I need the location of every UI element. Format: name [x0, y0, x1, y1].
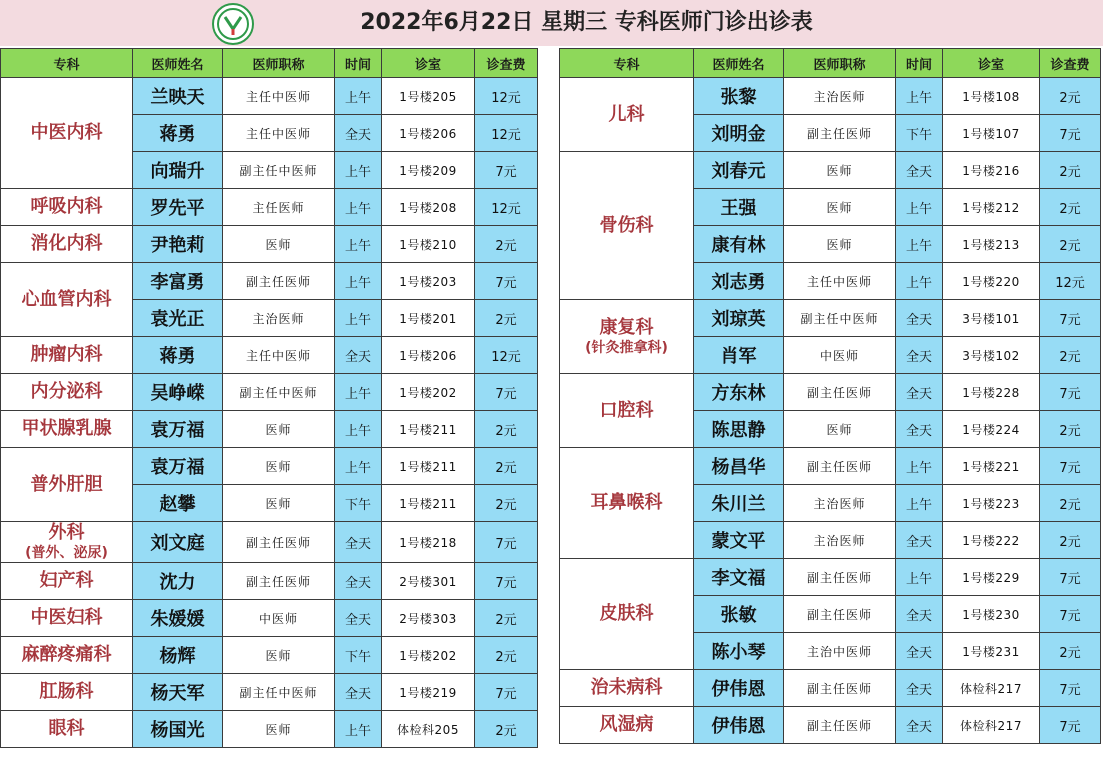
header-specialty: 专科 — [560, 49, 694, 78]
clinic-room: 1号楼108 — [943, 78, 1040, 115]
doctor-title: 副主任中医师 — [223, 374, 335, 411]
clinic-room: 1号楼203 — [382, 263, 475, 300]
doctor-name: 赵攀 — [133, 485, 223, 522]
clinic-room: 1号楼201 — [382, 300, 475, 337]
consult-fee: 7元 — [475, 263, 538, 300]
clinic-time: 全天 — [335, 337, 382, 374]
doctor-title: 医师 — [784, 152, 896, 189]
clinic-room: 体检科205 — [382, 711, 475, 748]
doctor-title: 副主任医师 — [223, 263, 335, 300]
doctor-name: 王强 — [694, 189, 784, 226]
header-doctor-name: 医师姓名 — [694, 49, 784, 78]
clinic-time: 上午 — [896, 226, 943, 263]
clinic-room: 1号楼210 — [382, 226, 475, 263]
clinic-time: 全天 — [896, 633, 943, 670]
consult-fee: 2元 — [1040, 78, 1101, 115]
clinic-room: 1号楼219 — [382, 674, 475, 711]
clinic-time: 下午 — [335, 637, 382, 674]
doctor-title: 医师 — [223, 711, 335, 748]
clinic-time: 下午 — [335, 485, 382, 522]
doctor-name: 李富勇 — [133, 263, 223, 300]
consult-fee: 2元 — [475, 411, 538, 448]
specialty-subtitle: (普外、泌尿) — [25, 545, 108, 561]
consult-fee: 7元 — [1040, 559, 1101, 596]
specialty-cell — [1, 637, 133, 674]
consult-fee: 2元 — [1040, 522, 1101, 559]
doctor-title: 医师 — [784, 226, 896, 263]
clinic-time: 全天 — [896, 670, 943, 707]
header-specialty: 专科 — [1, 49, 133, 78]
clinic-time: 上午 — [335, 448, 382, 485]
doctor-title: 主任中医师 — [223, 115, 335, 152]
specialty-cell — [1, 226, 133, 263]
clinic-room: 1号楼209 — [382, 152, 475, 189]
clinic-time: 全天 — [335, 674, 382, 711]
consult-fee: 2元 — [475, 485, 538, 522]
doctor-title: 副主任医师 — [784, 374, 896, 411]
doctor-name: 方东林 — [694, 374, 784, 411]
header-doctor-title: 医师职称 — [223, 49, 335, 78]
table-row — [1, 226, 538, 263]
clinic-room: 1号楼220 — [943, 263, 1040, 300]
table-row — [1, 674, 538, 711]
clinic-time: 全天 — [896, 522, 943, 559]
doctor-title: 医师 — [223, 637, 335, 674]
consult-fee: 2元 — [475, 600, 538, 637]
specialty-name: 消化内科 — [30, 233, 103, 254]
clinic-time: 全天 — [896, 707, 943, 744]
specialty-name: 心血管内科 — [21, 288, 112, 310]
clinic-room: 1号楼211 — [382, 485, 475, 522]
specialty-cell — [1, 563, 133, 600]
consult-fee: 2元 — [1040, 337, 1101, 374]
specialty-cell — [560, 78, 694, 152]
specialty-cell — [560, 300, 694, 374]
header-room: 诊室 — [943, 49, 1040, 78]
doctor-name: 杨国光 — [133, 711, 223, 748]
table-row — [560, 559, 1101, 596]
clinic-room: 1号楼211 — [382, 448, 475, 485]
consult-fee: 2元 — [1040, 152, 1101, 189]
clinic-time: 全天 — [335, 522, 382, 563]
doctor-name: 张敏 — [694, 596, 784, 633]
doctor-title: 主治医师 — [784, 522, 896, 559]
clinic-time: 全天 — [896, 411, 943, 448]
doctor-name: 张黎 — [694, 78, 784, 115]
consult-fee: 2元 — [1040, 485, 1101, 522]
doctor-title: 医师 — [223, 226, 335, 263]
specialty-cell — [560, 448, 694, 559]
schedule-table-right — [559, 48, 1101, 744]
doctor-title: 主任医师 — [223, 189, 335, 226]
table-row — [1, 563, 538, 600]
specialty-name: 肿瘤内科 — [30, 344, 103, 365]
doctor-name: 吴峥嵘 — [133, 374, 223, 411]
doctor-name: 刘明金 — [694, 115, 784, 152]
consult-fee: 2元 — [1040, 189, 1101, 226]
table-row — [560, 670, 1101, 707]
table-header-row — [560, 49, 1101, 78]
doctor-name: 陈小琴 — [694, 633, 784, 670]
doctor-title: 副主任医师 — [784, 707, 896, 744]
clinic-room: 3号楼101 — [943, 300, 1040, 337]
doctor-title: 医师 — [223, 411, 335, 448]
clinic-time: 上午 — [896, 559, 943, 596]
table-row — [1, 78, 538, 115]
clinic-room: 1号楼202 — [382, 637, 475, 674]
table-row — [1, 448, 538, 485]
clinic-time: 上午 — [335, 374, 382, 411]
table-row — [1, 411, 538, 448]
clinic-time: 上午 — [335, 300, 382, 337]
doctor-title: 副主任医师 — [784, 596, 896, 633]
clinic-room: 3号楼102 — [943, 337, 1040, 374]
specialty-name: 普外肝胆 — [30, 473, 103, 495]
doctor-name: 刘志勇 — [694, 263, 784, 300]
consult-fee: 12元 — [475, 115, 538, 152]
clinic-room: 1号楼229 — [943, 559, 1040, 596]
table-row — [1, 374, 538, 411]
table-row — [1, 263, 538, 300]
table-row — [1, 189, 538, 226]
clinic-time: 全天 — [896, 374, 943, 411]
doctor-name: 朱媛媛 — [133, 600, 223, 637]
doctor-name: 袁万福 — [133, 448, 223, 485]
doctor-name: 兰映天 — [133, 78, 223, 115]
consult-fee: 7元 — [1040, 300, 1101, 337]
doctor-name: 朱川兰 — [694, 485, 784, 522]
consult-fee: 7元 — [1040, 670, 1101, 707]
clinic-time: 全天 — [335, 600, 382, 637]
clinic-room: 1号楼230 — [943, 596, 1040, 633]
consult-fee: 12元 — [1040, 263, 1101, 300]
page-title: 2022年6月22日 星期三 专科医师门诊出诊表 — [360, 10, 813, 35]
doctor-title: 副主任医师 — [223, 563, 335, 600]
doctor-name: 陈思静 — [694, 411, 784, 448]
doctor-name: 袁光正 — [133, 300, 223, 337]
clinic-time: 上午 — [335, 263, 382, 300]
doctor-title: 医师 — [223, 485, 335, 522]
clinic-time: 全天 — [335, 115, 382, 152]
doctor-title: 副主任中医师 — [223, 674, 335, 711]
doctor-name: 刘琼英 — [694, 300, 784, 337]
header-time: 时间 — [335, 49, 382, 78]
table-row — [560, 152, 1101, 189]
doctor-title: 副主任医师 — [784, 670, 896, 707]
specialty-cell — [1, 263, 133, 337]
clinic-room: 1号楼205 — [382, 78, 475, 115]
clinic-time: 上午 — [335, 189, 382, 226]
table-row — [1, 337, 538, 374]
specialty-name: 妇产科 — [39, 570, 94, 591]
clinic-time: 下午 — [896, 115, 943, 152]
clinic-time: 上午 — [896, 485, 943, 522]
clinic-time: 上午 — [335, 152, 382, 189]
doctor-title: 主治医师 — [223, 300, 335, 337]
clinic-room: 1号楼206 — [382, 337, 475, 374]
specialty-cell — [1, 600, 133, 637]
clinic-time: 上午 — [896, 189, 943, 226]
table-row — [560, 78, 1101, 115]
doctor-title: 副主任中医师 — [223, 152, 335, 189]
clinic-time: 上午 — [335, 411, 382, 448]
clinic-room: 体检科217 — [943, 670, 1040, 707]
specialty-cell — [1, 337, 133, 374]
specialty-cell — [1, 374, 133, 411]
consult-fee: 2元 — [1040, 633, 1101, 670]
clinic-time: 全天 — [896, 152, 943, 189]
table-header-row — [1, 49, 538, 78]
table-row — [1, 522, 538, 563]
doctor-name: 蒋勇 — [133, 115, 223, 152]
doctor-name: 刘春元 — [694, 152, 784, 189]
consult-fee: 7元 — [1040, 374, 1101, 411]
clinic-room: 1号楼212 — [943, 189, 1040, 226]
doctor-title: 副主任医师 — [784, 559, 896, 596]
clinic-room: 1号楼223 — [943, 485, 1040, 522]
specialty-name: 康复科 — [599, 316, 654, 338]
doctor-name: 伊伟恩 — [694, 670, 784, 707]
specialty-name: 皮肤科 — [599, 603, 654, 624]
specialty-cell — [560, 670, 694, 707]
consult-fee: 7元 — [475, 374, 538, 411]
clinic-time: 上午 — [335, 226, 382, 263]
doctor-name: 刘文庭 — [133, 522, 223, 563]
doctor-title: 主治中医师 — [784, 633, 896, 670]
specialty-cell — [560, 152, 694, 300]
doctor-title: 主任中医师 — [784, 263, 896, 300]
clinic-room: 1号楼221 — [943, 448, 1040, 485]
consult-fee: 12元 — [475, 337, 538, 374]
specialty-name: 风湿病 — [599, 714, 654, 735]
specialty-name: 眼科 — [48, 718, 85, 739]
specialty-name: 儿科 — [608, 103, 645, 125]
table-row — [1, 637, 538, 674]
doctor-name: 伊伟恩 — [694, 707, 784, 744]
doctor-name: 肖军 — [694, 337, 784, 374]
specialty-subtitle: (针灸推拿科) — [585, 339, 668, 356]
specialty-name: 中医妇科 — [30, 607, 103, 628]
specialty-name: 肛肠科 — [39, 681, 94, 702]
clinic-room: 1号楼231 — [943, 633, 1040, 670]
specialty-cell — [1, 189, 133, 226]
doctor-name: 康有林 — [694, 226, 784, 263]
doctor-name: 蒙文平 — [694, 522, 784, 559]
table-row — [560, 707, 1101, 744]
specialty-name: 麻醉疼痛科 — [21, 644, 112, 665]
clinic-room: 1号楼202 — [382, 374, 475, 411]
table-row — [1, 600, 538, 637]
clinic-room: 1号楼206 — [382, 115, 475, 152]
doctor-title: 医师 — [784, 411, 896, 448]
consult-fee: 7元 — [1040, 448, 1101, 485]
clinic-room: 2号楼301 — [382, 563, 475, 600]
clinic-time: 上午 — [335, 711, 382, 748]
table-row — [560, 448, 1101, 485]
clinic-time: 上午 — [896, 78, 943, 115]
specialty-name: 骨伤科 — [599, 214, 654, 236]
title-banner — [0, 0, 1103, 46]
table-row — [560, 374, 1101, 411]
consult-fee: 7元 — [475, 674, 538, 711]
consult-fee: 7元 — [475, 522, 538, 563]
doctor-name: 蒋勇 — [133, 337, 223, 374]
consult-fee: 2元 — [475, 711, 538, 748]
specialty-name: 耳鼻喉科 — [590, 492, 663, 513]
clinic-room: 1号楼208 — [382, 189, 475, 226]
consult-fee: 2元 — [475, 448, 538, 485]
specialty-cell — [560, 374, 694, 448]
clinic-time: 上午 — [335, 78, 382, 115]
clinic-time: 全天 — [896, 300, 943, 337]
clinic-room: 1号楼222 — [943, 522, 1040, 559]
doctor-name: 袁万福 — [133, 411, 223, 448]
clinic-room: 1号楼228 — [943, 374, 1040, 411]
specialty-cell — [1, 78, 133, 189]
header-room: 诊室 — [382, 49, 475, 78]
header-time: 时间 — [896, 49, 943, 78]
doctor-title: 主任中医师 — [223, 78, 335, 115]
clinic-time: 上午 — [896, 263, 943, 300]
clinic-room: 体检科217 — [943, 707, 1040, 744]
specialty-name: 治未病科 — [590, 677, 663, 698]
consult-fee: 2元 — [475, 637, 538, 674]
clinic-room: 1号楼224 — [943, 411, 1040, 448]
doctor-name: 李文福 — [694, 559, 784, 596]
consult-fee: 7元 — [1040, 596, 1101, 633]
clinic-time: 全天 — [896, 337, 943, 374]
consult-fee: 12元 — [475, 189, 538, 226]
consult-fee: 12元 — [475, 78, 538, 115]
consult-fee: 7元 — [475, 152, 538, 189]
consult-fee: 7元 — [1040, 707, 1101, 744]
doctor-title: 副主任医师 — [784, 115, 896, 152]
header-fee: 诊查费 — [1040, 49, 1101, 78]
specialty-cell — [560, 707, 694, 744]
specialty-name: 呼吸内科 — [30, 196, 103, 217]
specialty-cell — [1, 711, 133, 748]
doctor-title: 副主任中医师 — [784, 300, 896, 337]
doctor-name: 向瑞升 — [133, 152, 223, 189]
specialty-name: 中医内科 — [30, 122, 103, 143]
clinic-room: 2号楼303 — [382, 600, 475, 637]
clinic-time: 全天 — [335, 563, 382, 600]
specialty-name: 甲状腺乳腺 — [21, 418, 112, 439]
specialty-cell — [1, 411, 133, 448]
consult-fee: 2元 — [475, 300, 538, 337]
clinic-room: 1号楼216 — [943, 152, 1040, 189]
doctor-title: 副主任医师 — [784, 448, 896, 485]
consult-fee: 7元 — [475, 563, 538, 600]
doctor-title: 中医师 — [784, 337, 896, 374]
doctor-name: 沈力 — [133, 563, 223, 600]
doctor-name: 杨辉 — [133, 637, 223, 674]
clinic-room: 1号楼211 — [382, 411, 475, 448]
header-fee: 诊查费 — [475, 49, 538, 78]
clinic-time: 全天 — [896, 596, 943, 633]
doctor-title: 中医师 — [223, 600, 335, 637]
specialty-cell — [560, 559, 694, 670]
specialty-name: 内分泌科 — [30, 381, 103, 402]
header-doctor-title: 医师职称 — [784, 49, 896, 78]
schedule-table-left — [0, 48, 538, 748]
doctor-name: 罗先平 — [133, 189, 223, 226]
consult-fee: 2元 — [475, 226, 538, 263]
table-row — [560, 300, 1101, 337]
doctor-title: 主治医师 — [784, 485, 896, 522]
doctor-name: 杨天军 — [133, 674, 223, 711]
table-row — [1, 711, 538, 748]
clinic-room: 1号楼107 — [943, 115, 1040, 152]
clinic-room: 1号楼213 — [943, 226, 1040, 263]
doctor-name: 杨昌华 — [694, 448, 784, 485]
doctor-title: 主任中医师 — [223, 337, 335, 374]
specialty-cell — [1, 674, 133, 711]
doctor-title: 主治医师 — [784, 78, 896, 115]
doctor-title: 医师 — [223, 448, 335, 485]
clinic-room: 1号楼218 — [382, 522, 475, 563]
header-doctor-name: 医师姓名 — [133, 49, 223, 78]
consult-fee: 2元 — [1040, 411, 1101, 448]
clinic-time: 上午 — [896, 448, 943, 485]
doctor-name: 尹艳莉 — [133, 226, 223, 263]
specialty-name: 外科 — [48, 522, 85, 543]
specialty-cell — [1, 448, 133, 522]
specialty-name: 口腔科 — [599, 399, 654, 421]
consult-fee: 7元 — [1040, 115, 1101, 152]
specialty-cell — [1, 522, 133, 563]
doctor-title: 医师 — [784, 189, 896, 226]
consult-fee: 2元 — [1040, 226, 1101, 263]
doctor-title: 副主任医师 — [223, 522, 335, 563]
